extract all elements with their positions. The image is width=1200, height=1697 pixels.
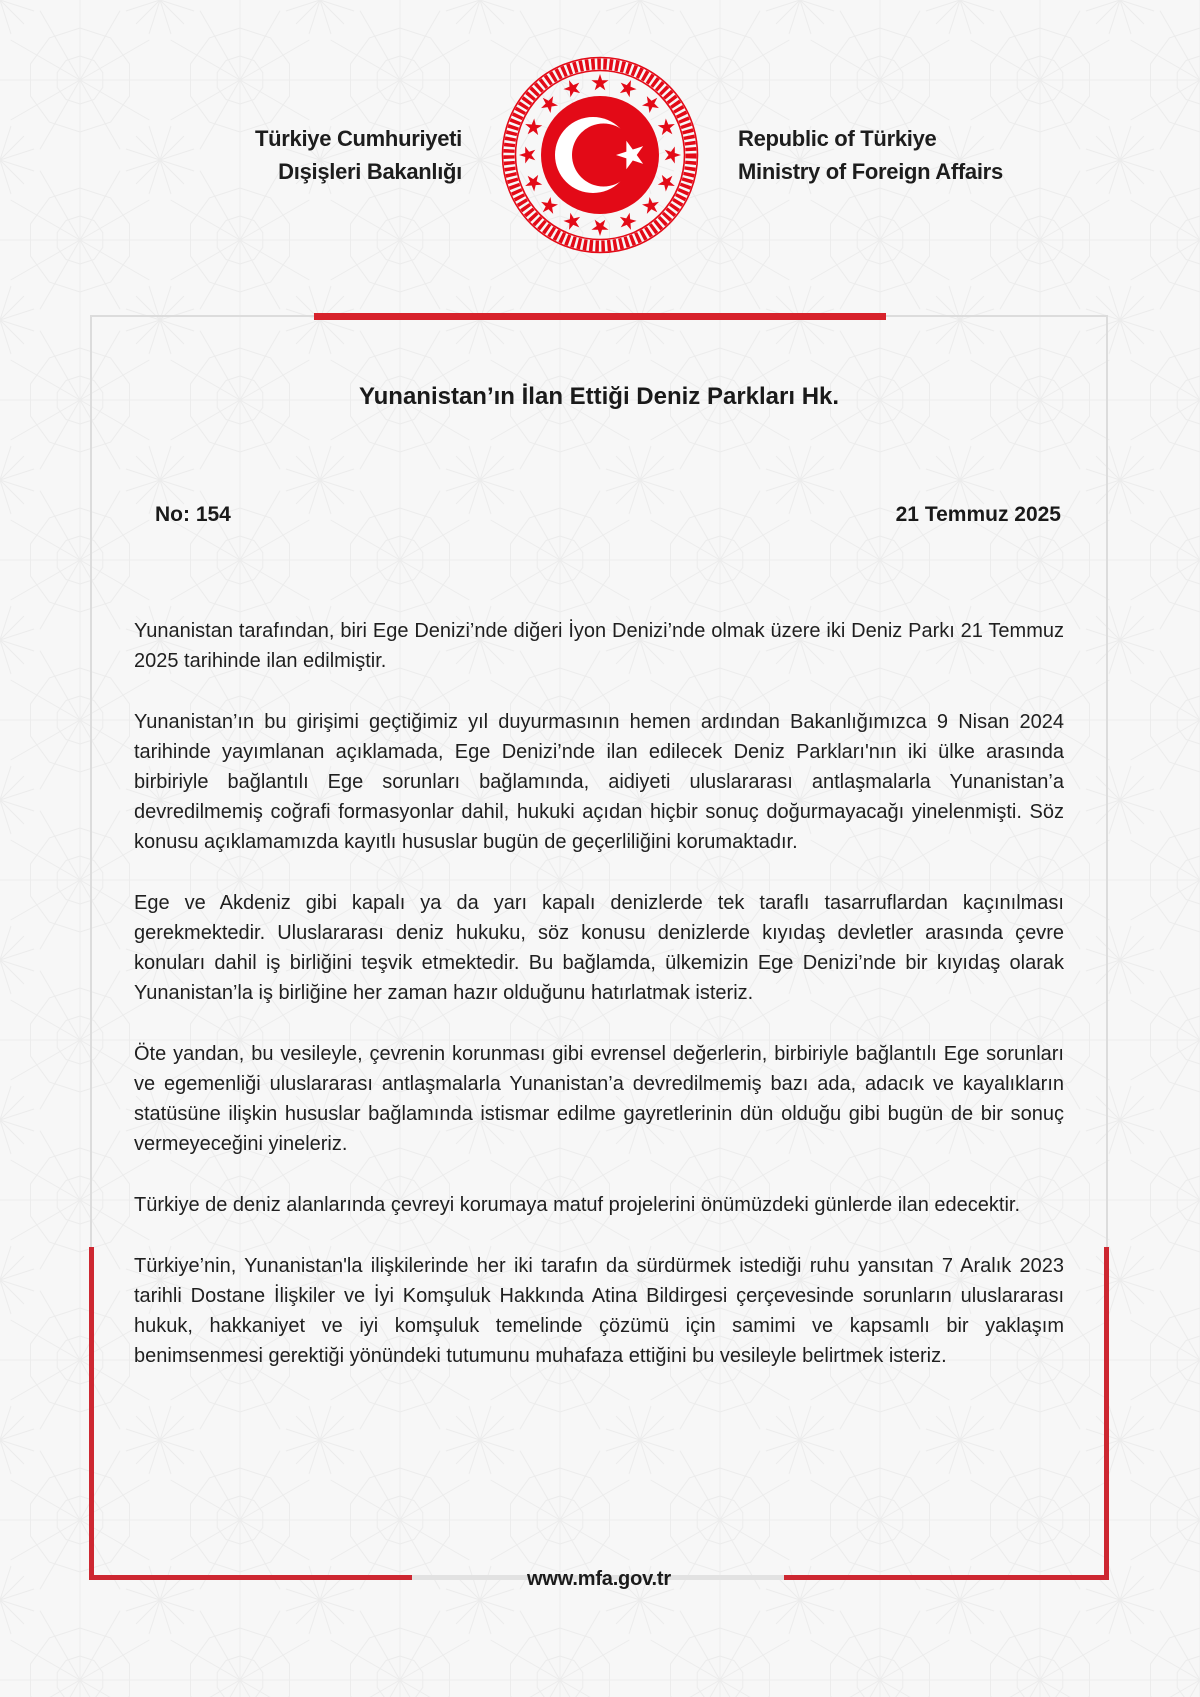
- ministry-name-english: [738, 122, 1200, 188]
- body-paragraph-2: Yunanistan’ın bu girişimi geçtiğimiz yıl duyurmasının hemen ardından Bakanlığımızca 9 Nisan 2024 tarihinde yayımlanan açıklamada, Ege Denizi’nde ilan edilecek Deniz Parkları'nın iki ülke arasında birbiriyle bağlantılı Ege sorunları bağlamında, aidiyeti uluslararası antlaşmalarla Yunanistan’a devredilmemiş coğrafi formasyonlar dahil, hukuki açıdan hiçbir sonuç doğurmayacağı yinelenmişti. Söz konusu açıklamamızda kayıtlı hususlar bugün de geçerliliğini korumaktadır.: [134, 711, 1064, 853]
- release-date: 21 Temmuz 2025: [895, 503, 1061, 526]
- star-and-crescent-icon: [500, 55, 700, 255]
- right-red-border: [1104, 1247, 1109, 1580]
- body-paragraph-5: Türkiye de deniz alanlarında çevreyi korumaya matuf projelerini önümüzdeki günlerde ilan edecektir.: [134, 1194, 1021, 1216]
- body-paragraph-3: Ege ve Akdeniz gibi kapalı ya da yarı kapalı denizlerde tek taraflı tasarruflardan kaçınılması gerekmektedir. Uluslararası deniz hukuku, söz konusu denizlerde kıyıdaş devletler arasında çevre konuları dahil iş birliğini teşvik etmektedir. Bu bağlamda, ülkemizin Ege Denizi’nde bir kıyıdaş olarak Yunanistan’la iş birliğine her zaman hazır olduğunu hatırlatmak isteriz.: [134, 892, 1064, 1004]
- ministry-name-turkish: [0, 122, 462, 188]
- release-body: [92, 616, 1106, 1371]
- ministry-name-turkish-line1: Türkiye Cumhuriyeti: [254, 126, 462, 151]
- ministry-name-english-line2: Ministry of Foreign Affairs: [738, 159, 1003, 184]
- body-paragraph-1: Yunanistan tarafından, biri Ege Denizi’nde diğeri İyon Denizi’nde olmak üzere iki Deniz Parkı 21 Temmuz 2025 tarihinde ilan edilmiştir.: [134, 620, 1064, 672]
- mfa-emblem: [500, 55, 700, 255]
- top-red-rule: [314, 313, 886, 320]
- release-number: No: 154: [155, 503, 231, 526]
- ministry-name-turkish-line2: Dışişleri Bakanlığı: [278, 159, 462, 184]
- website-url[interactable]: www.mfa.gov.tr: [527, 1568, 671, 1590]
- press-release-title: Yunanistan’ın İlan Ettiği Deniz Parkları Hk.: [358, 383, 840, 410]
- left-red-border: [89, 1247, 94, 1580]
- content-frame: [90, 315, 1108, 1590]
- release-meta-row: [92, 501, 1106, 528]
- body-paragraph-6: Türkiye’nin, Yunanistan'la ilişkilerinde her iki tarafın da sürdürmek istediği ruhu yansıtan 7 Aralık 2023 tarihli Dostane İlişkiler ve İyi Komşuluk Hakkında Atina Bildirgesi çerçevesinde sorunların uluslararası hukuk, hakkaniyet ve iyi komşuluk temelinde çözümü için samimi ve kapsamlı bir yaklaşım benimsenmesi gerektiği yönündeki tutumunu muhafaza ettiğini bu vesileyle belirtmek isteriz.: [134, 1255, 1064, 1367]
- ministry-name-english-line1: Republic of Türkiye: [738, 126, 937, 151]
- letterhead: [0, 52, 1200, 258]
- body-paragraph-4: Öte yandan, bu vesileyle, çevrenin korunması gibi evrensel değerlerin, birbiriyle bağlantılı Ege sorunları ve egemenliği uluslararası antlaşmalarla Yunanistan’a devredilmemiş bazı ada, adacık ve kayalıkların statüsüne ilişkin hususlar bağlamında istismar edilme gayretlerinin dün olduğu gibi bugün de bir sonuç vermeyeceğini yineleriz.: [134, 1043, 1064, 1155]
